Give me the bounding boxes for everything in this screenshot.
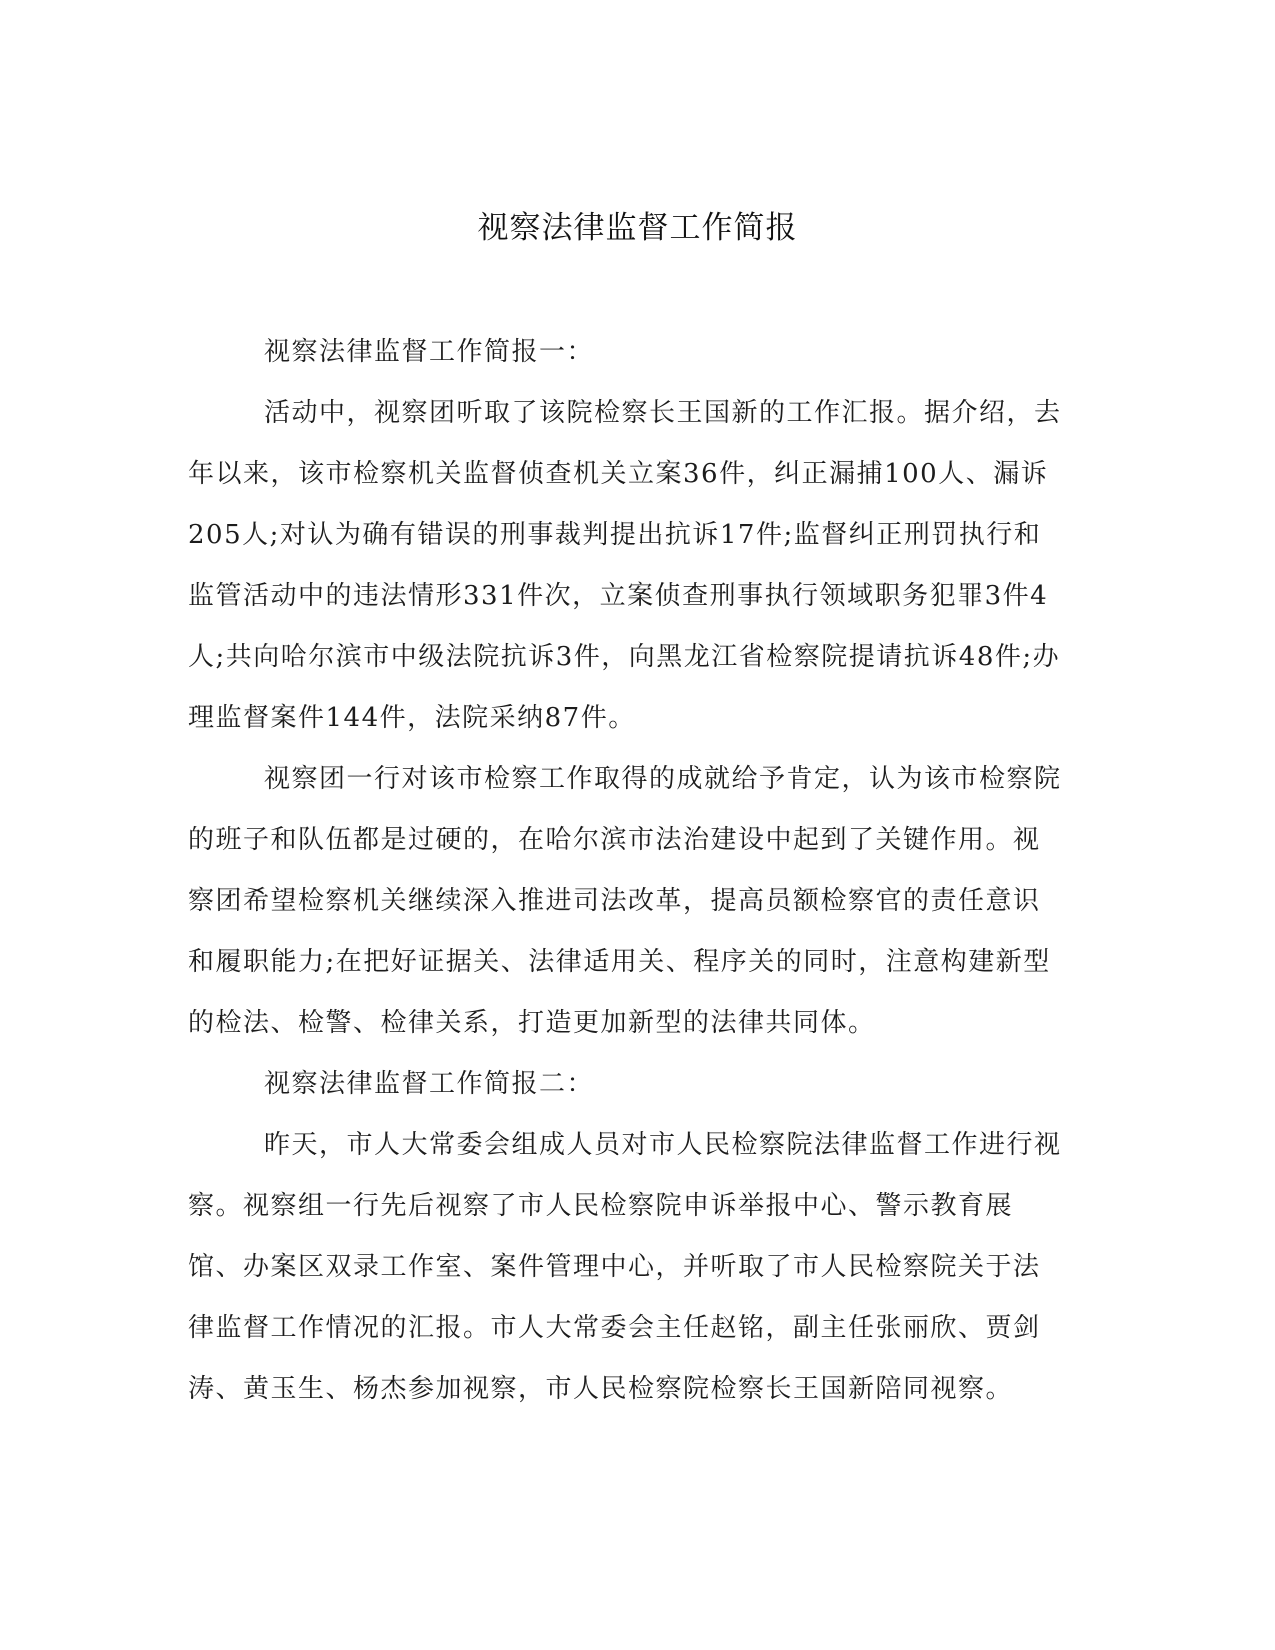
section-heading-1: 视察法律监督工作简报一：	[264, 337, 595, 367]
body-paragraph: 活动中，视察团听取了该院检察长王国新的工作汇报。据介绍，去年以来，该市检察机关监督侦查机关立案36件，纠正漏捕100人、漏诉205人;对认为确有错误的刑事裁判提出抗诉17件;监督纠正刑罚执行和监管活动中的违法情形331件次，立案侦查刑事执行领域职务犯罪3件4人;共向哈尔滨市中级法院抗诉3件，向黑龙江省检察院提请抗诉48件;办理监督案件144件，法院采纳87件。	[188, 398, 1062, 733]
section-heading-2: 视察法律监督工作简报二：	[264, 1069, 595, 1099]
document-body	[188, 322, 1064, 1420]
body-paragraph: 昨天，市人大常委会组成人员对市人民检察院法律监督工作进行视察。视察组一行先后视察了市人民检察院申诉举报中心、警示教育展馆、办案区双录工作室、案件管理中心，并听取了市人民检察院关于法律监督工作情况的汇报。市人大常委会主任赵铭，副主任张丽欣、贾剑涛、黄玉生、杨杰参加视察，市人民检察院检察长王国新陪同视察。	[188, 1130, 1062, 1404]
document-title: 视察法律监督工作简报	[477, 210, 798, 246]
body-paragraph: 视察团一行对该市检察工作取得的成就给予肯定，认为该市检察院的班子和队伍都是过硬的，在哈尔滨市法治建设中起到了关键作用。视察团希望检察机关继续深入推进司法改革，提高员额检察官的责任意识和履职能力;在把好证据关、法律适用关、程序关的同时，注意构建新型的检法、检警、检律关系，打造更加新型的法律共同体。	[188, 764, 1062, 1038]
